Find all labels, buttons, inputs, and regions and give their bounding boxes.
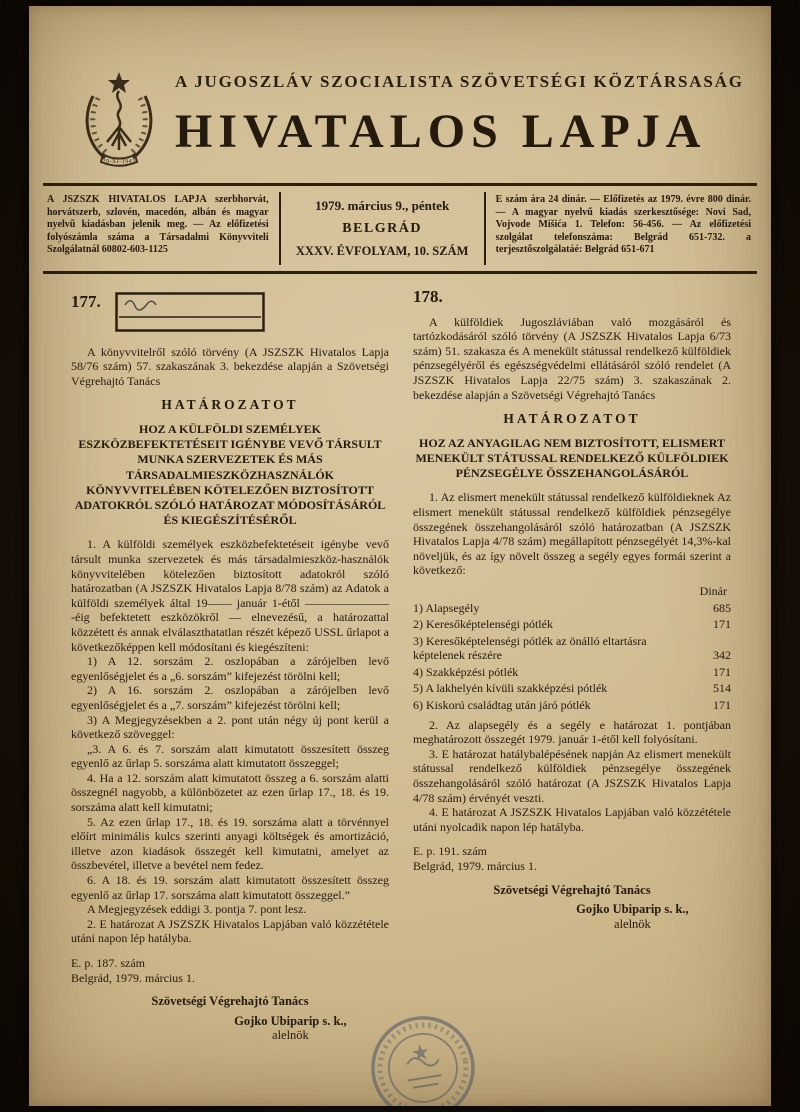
emblem-date: 29-XI-1943 (102, 159, 136, 165)
body-columns (29, 274, 771, 1043)
paragraph: 2. Az alapsegély és a segély e határozat 1. pontjában meghatározott összegét 1979. január 1-étől kell folyósítani. (413, 717, 731, 747)
article-178 (413, 287, 731, 1043)
paragraph: 4. E határozat A JSZSZK Hivatalos Lapjában való közzététele utáni nyolcadik napon lép hatályba. (413, 805, 731, 834)
issue-city: BELGRÁD (342, 221, 422, 236)
reference-number: E. p. 191. szám (413, 844, 487, 859)
paragraph: 1. A külföldi személyek eszközbefektetéseit igénybe vevő társult munka szervezetek és más társadalmieszköz-használók könyvvitelében kötelezően biztosított adatokról szóló határozatban (A JSZSZK Hivatalos Lapja 8/78 szám) az Adatok a külföldi személyek által 19—— január 1-étől ——————— -éig befektetett eszközökről — elnevezésű, a határozattal közzétett és annak elválaszthatatlan részét képező USSL űrlapot a következőképpen kell módosítani és kiegészíteni: (71, 537, 389, 654)
price-subscription-info: E szám ára 24 dinár. — Előfizetés az 1979. évre 800 dinár. — A magyar nyelvű kiadás szerkesztősége: Novi Sad, Vojvode Mišića 1. Telefon: 56-456. — Az előfizetési szolgálat telefonszáma: Belgrád 651-732. a terjesztőszolgálatáé: Belgrád 651-671 (495, 194, 751, 255)
signer-title: alelnök (272, 1028, 309, 1043)
decree-heading: HATÁROZATOT (503, 411, 641, 427)
paragraph: 2. E határozat A JSZSZK Hivatalos Lapjában való közzététele utáni napon lép hatályba. (71, 916, 389, 946)
benefit-amount: 342 (713, 648, 731, 663)
paragraph: 1) A 12. sorszám 2. oszlopában a zárójelben levő egyenlőségjelet és a „6. sorszám” kifejezést törölni kell; (71, 654, 389, 683)
benefit-amount: 171 (713, 698, 731, 713)
table-row (413, 601, 731, 616)
benefit-amount: 171 (713, 664, 731, 679)
paragraph: 2) A 16. sorszám 2. oszlopában a zárójelben levő egyenlőségjelet és a „7. sorszám” kifejezést törölni kell; (71, 683, 389, 712)
article-177 (71, 290, 389, 1043)
republic-line: A JUGOSZLÁV SZOCIALISTA SZÖVETSÉGI KÖZTÁRSASÁG (175, 72, 744, 91)
signer-title: alelnök (614, 916, 651, 931)
decree-heading: HATÁROZATOT (161, 397, 299, 413)
paragraph: 3) A Megjegyzésekben a 2. pont után négy új pont kerül a következő szöveggel: (71, 712, 389, 742)
article-number: 178. (413, 287, 443, 306)
issuing-council: Szövetségi Végrehajtó Tanács (151, 994, 309, 1009)
masthead-text (175, 70, 745, 159)
paragraph: 5. Az ezen űrlap 17., 18. és 19. sorszáma alatt a törvénnyel előírt minimális kulcs szerinti anyagi költségek és amortizáció, illetve azon kiadások összegét kell kimutatni, amelyet az összbevétel, illetve a bevétel nem fedez. (71, 814, 389, 873)
paragraph: A könyvvitelről szóló törvény (A JSZSZK Hivatalos Lapja 58/76 szám) 57. szakaszának 3. bekezdése alapján a Szövetségi Végrehajtó Tanács (71, 344, 389, 388)
issue-date: 1979. március 9., péntek (315, 198, 450, 213)
paragraph: 4. Ha a 12. sorszám alatt kimutatott összeg a 6. sorszám alatti összegnél nagyobb, a különbözetet az ezen űrlap 17., 18. és 19. sorszáma alatt kell kimutatni; (71, 770, 389, 815)
gazette-title: HIVATALOS LAPJA (175, 105, 707, 158)
decree-title: HOZ AZ ANYAGILAG NEM BIZTOSÍTOTT, ELISMERT MENEKÜLT STÁTUSSAL RENDELKEZŐ KÜLFÖLDIEK PÉNZSEGÉLYE ÖSSZEHANGOLÁSÁRÓL (415, 435, 729, 481)
benefit-amount: 514 (713, 681, 731, 696)
info-bar (43, 183, 757, 274)
paragraph: 6. A 18. és 19. sorszám alatt kimutatott összesített összeg egyenlő az űrlap 17. sorszáma alatt kimutatott összeggel.” (71, 873, 389, 902)
table-row (413, 617, 731, 632)
reference-block (413, 844, 731, 873)
benefits-table (413, 584, 731, 713)
table-row (413, 665, 731, 680)
reference-number: E. p. 187. szám (71, 956, 145, 971)
benefit-amount: 685 (713, 600, 731, 615)
issue-volume: XXXV. ÉVFOLYAM, 10. SZÁM (295, 244, 469, 258)
decree-title: HOZ A KÜLFÖLDI SZEMÉLYEK ESZKÖZBEFEKTETÉSEIT IGÉNYBE VEVŐ TÁRSULT MUNKA SZERVEZETEK ÉS MÁS TÁRSADALMIESZKÖZHASZNÁLÓK KÖNYVVITELÉBEN KÖTELEZŐEN BIZTOSÍTOTT ADATOKRÓL SZÓLÓ HATÁROZAT MÓDOSÍTÁSÁRÓL ÉS KIEGÉSZÍTÉSÉRŐL (74, 421, 386, 528)
paragraph: „3. A 6. és 7. sorszám alatt kimutatott összesített összeg egyenlő az űrlap 5. sorszáma alatt kimutatott összeggel; (71, 741, 389, 771)
article-177-head (71, 290, 389, 336)
benefit-label: 6) Kiskorú családtag után járó pótlék (413, 698, 591, 713)
signer-name: Gojko Ubiparip s. k., (234, 1013, 347, 1028)
article-number: 177. (71, 292, 101, 311)
place-date: Belgrád, 1979. március 1. (413, 859, 537, 874)
table-row (413, 634, 731, 663)
reference-block (71, 956, 389, 985)
benefit-label: 3) Keresőképtelenségi pótlék az önálló eltartásra képtelenek részére (413, 633, 647, 663)
coat-of-arms-emblem (79, 70, 159, 173)
place-date: Belgrád, 1979. március 1. (71, 970, 195, 985)
publication-info: A JSZSZK HIVATALOS LAPJA szerbhorvát, horvátszerb, szlovén, macedón, albán és magyar nyelvű kiadásban jelenik meg. — Az előfizetési folyószámla száma a Társadalmi Könyvviteli Szolgálatnál 60802-603-1125 (47, 194, 269, 255)
paragraph: A külföldiek Jugoszláviában való mozgásáról és tartózkodásáról szóló törvény (A JSZSZK Hivatalos Lapja 6/73 szám) 51. szakasza és A menekült státussal rendelkező külföldiek pénzsegélyéről és egészségvédelmi ellátásáról szóló rendelet (A JSZSZK Hivatalos Lapja 22/75 szám) 3. szakaszának 2. bekezdése alapján a Szövetségi Végrehajtó Tanács (413, 314, 731, 402)
paragraph: 1. Az elismert menekült státussal rendelkező külföldieknek Az elismert menekült státussal rendelkező külföldiek pénzsegélye összegének összehangolásáról szóló határozatban (A JSZSZK Hivatalos Lapja 4/78 szám) megállapított pénzsegélyét 14,3%-kal növeljük, és az így növelt összeg a segély egyes formái szerint a következő: (413, 490, 731, 578)
currency-header: Dinár (699, 583, 727, 598)
paragraph: A Megjegyzések eddigi 3. pontja 7. pont lesz. (87, 902, 307, 917)
issuing-council: Szövetségi Végrehajtó Tanács (493, 882, 651, 897)
gazette-page (29, 6, 771, 1106)
stamp-box (115, 292, 265, 336)
signature-block (534, 902, 731, 931)
table-row (413, 681, 731, 696)
benefit-label: 1) Alapsegély (413, 600, 480, 615)
benefit-label: 5) A lakhelyén kívüli szakképzési pótlék (413, 681, 608, 696)
benefit-label: 4) Szakképzési pótlék (413, 664, 519, 679)
benefit-label: 2) Keresőképtelenségi pótlék (413, 617, 553, 632)
benefit-amount: 171 (713, 617, 731, 632)
table-row (413, 698, 731, 713)
masthead (29, 6, 771, 183)
signer-name: Gojko Ubiparip s. k., (576, 902, 689, 917)
issue-info (279, 192, 486, 265)
paragraph: 3. E határozat hatálybalépésének napján Az elismert menekült státussal rendelkező külföldiek pénzsegélye összegének összehangolásáról szóló határozat (A JSZSZK Hivatalos Lapja 4/78 szám) érvényét veszti. (413, 746, 731, 805)
